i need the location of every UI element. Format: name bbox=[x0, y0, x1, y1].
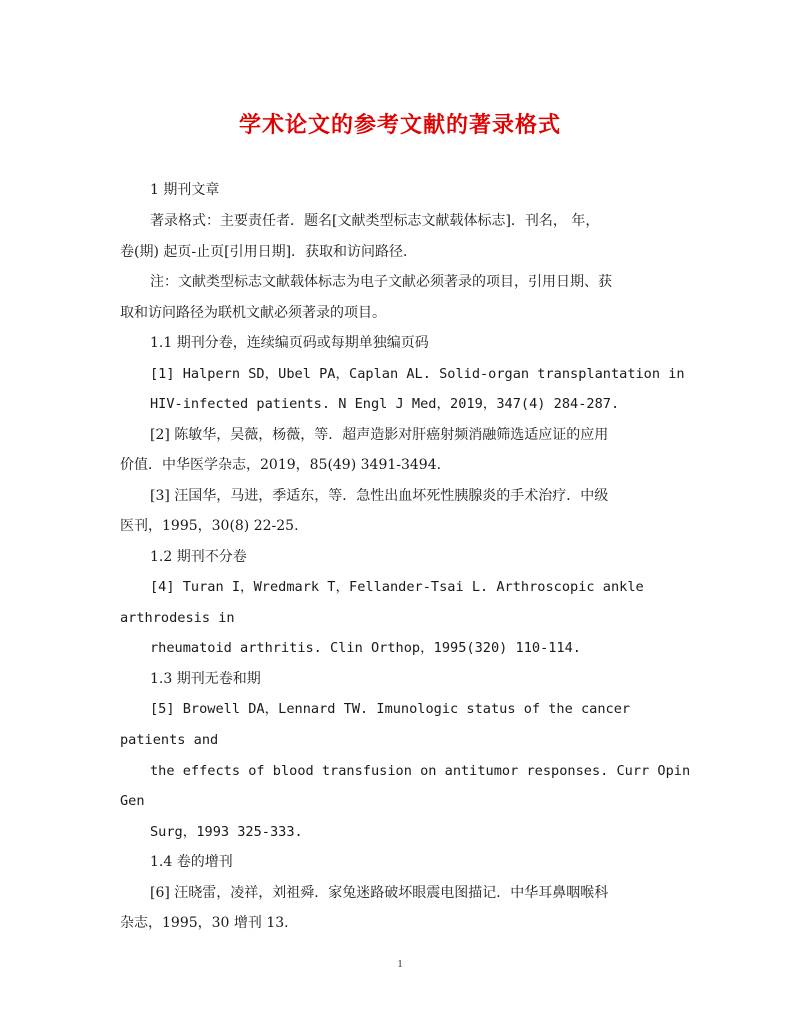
reference-line: [6] 汪晓雷，凌祥，刘祖舜．家兔迷路破坏眼震电图描记．中华耳鼻咽喉科 bbox=[150, 885, 609, 901]
reference-line: 价值．中华医学杂志，2019，85(49) 3491-3494. bbox=[120, 457, 442, 473]
reference-line: the effects of blood transfusion on antitumor responses. Curr Opin bbox=[150, 763, 691, 779]
reference-line: rheumatoid arthritis. Clin Orthop，1995(320) 110-114. bbox=[150, 640, 581, 656]
page-number: 1 bbox=[397, 958, 403, 970]
subsection-heading: 1.3 期刊无卷和期 bbox=[150, 671, 261, 687]
reference-line: 杂志，1995，30 增刊 13. bbox=[120, 915, 289, 931]
reference-line: [2] 陈敏华，吴薇，杨薇，等．超声造影对肝癌射频消融筛选适应证的应用 bbox=[150, 427, 609, 443]
reference-line: [4] Turan I，Wredmark T，Fellander-Tsai L. Arthroscopic ankle bbox=[150, 579, 644, 595]
reference-line: arthrodesis in bbox=[120, 610, 235, 626]
reference-line: HIV-infected patients. N Engl J Med，2019，347(4) 284-287. bbox=[150, 396, 620, 412]
format-line: 卷(期) 起页-止页[引用日期]．获取和访问路径． bbox=[120, 244, 418, 260]
reference-line: [5] Browell DA，Lennard TW. Imunologic status of the cancer bbox=[150, 701, 631, 717]
reference-line: Gen bbox=[120, 793, 145, 809]
note-line: 取和访问路径为联机文献必须著录的项目。 bbox=[120, 305, 386, 321]
reference-line: Surg，1993 325-333. bbox=[150, 824, 303, 840]
subsection-heading: 1.1 期刊分卷，连续编页码或每期单独编页码 bbox=[150, 335, 429, 351]
section-heading-journal-article: 1 期刊文章 bbox=[150, 182, 220, 198]
subsection-heading: 1.4 卷的增刊 bbox=[150, 854, 233, 870]
reference-line: [1] Halpern SD，Ubel PA，Caplan AL. Solid-organ transplantation in bbox=[150, 366, 685, 382]
format-line: 著录格式：主要责任者．题名[文献类型标志文献载体标志]．刊名， 年， bbox=[150, 213, 600, 229]
reference-line: 医刊，1995，30(8) 22-25. bbox=[120, 518, 299, 534]
note-line: 注：文献类型标志文献载体标志为电子文献必须著录的项目，引用日期、获 bbox=[150, 274, 612, 290]
document-title: 学术论文的参考文献的著录格式 bbox=[238, 112, 561, 138]
reference-line: [3] 汪国华，马进，季适东，等．急性出血坏死性胰腺炎的手术治疗．中级 bbox=[150, 488, 609, 504]
reference-line: patients and bbox=[120, 732, 219, 748]
subsection-heading: 1.2 期刊不分卷 bbox=[150, 549, 247, 565]
